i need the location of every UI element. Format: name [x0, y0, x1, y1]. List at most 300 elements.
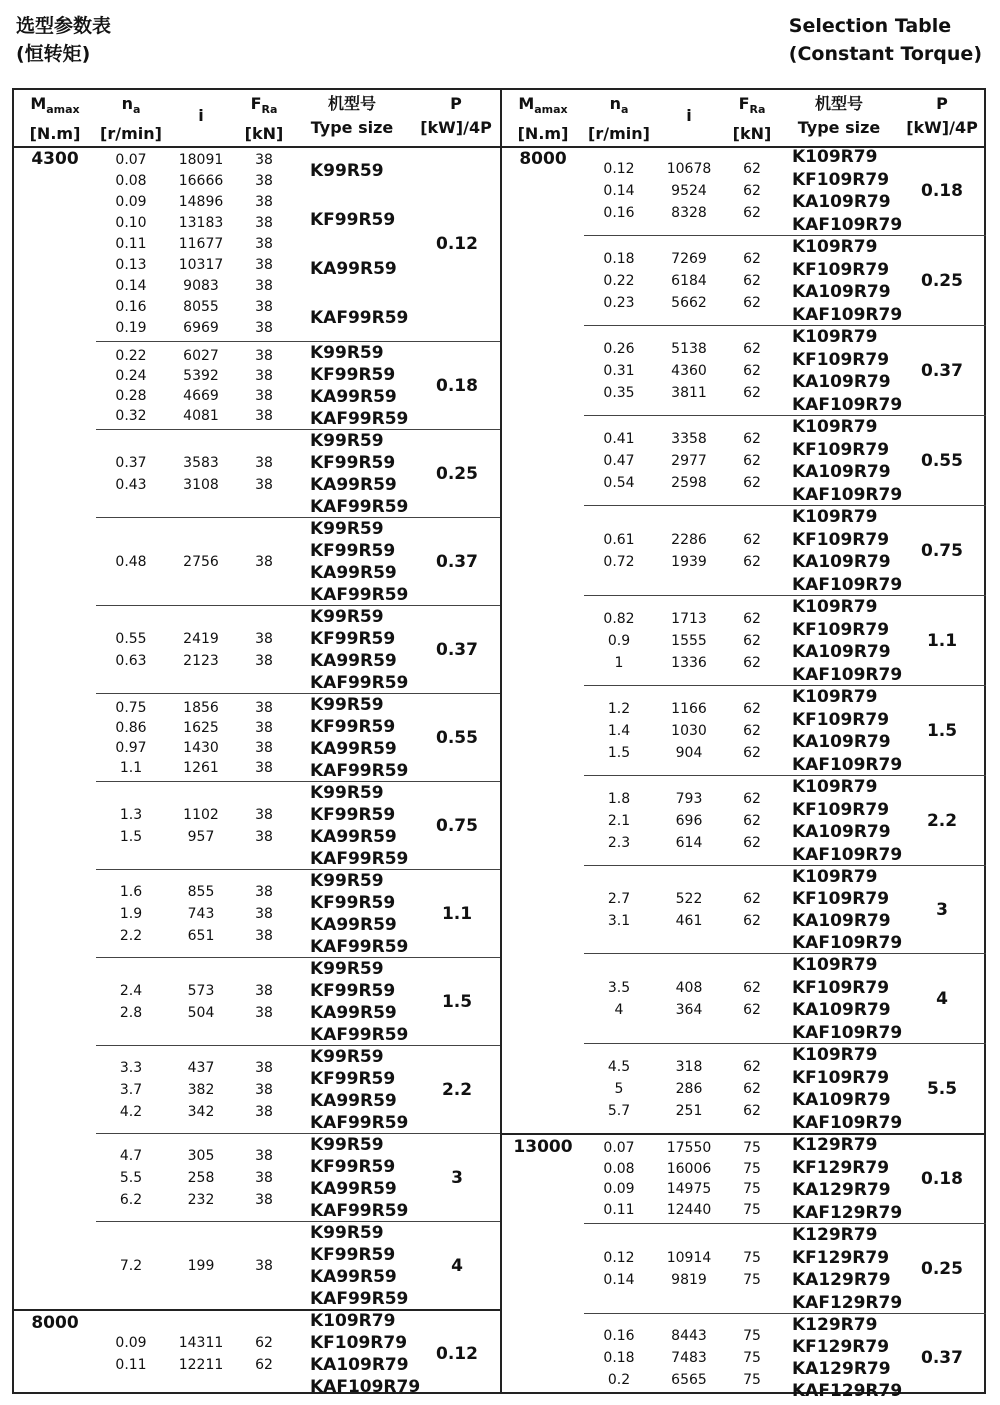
power-value: 4: [936, 989, 948, 1009]
fra-value: 38: [255, 348, 273, 364]
table-group: [14, 1134, 500, 1222]
type-size: K99R59: [310, 871, 384, 891]
na-value: 0.41: [603, 431, 635, 447]
na-value: 0.9: [607, 633, 631, 649]
table-row: [96, 1058, 292, 1078]
table-row: [584, 889, 780, 909]
ratio-value: 12440: [666, 1201, 712, 1218]
fra-value: 75: [743, 1201, 761, 1218]
type-size: K109R79: [792, 417, 878, 438]
table-row: [584, 743, 780, 763]
table-row: [584, 1200, 780, 1220]
col-type-header: [780, 92, 898, 140]
type-size-list: [310, 518, 422, 606]
data-rows: [584, 596, 780, 686]
na-value: 0.37: [115, 455, 147, 471]
type-size: KAF99R59: [310, 409, 409, 429]
table-row: [584, 1270, 780, 1290]
ratio-value: 1261: [183, 760, 219, 776]
fra-value: 38: [255, 408, 273, 424]
na-value: 0.10: [115, 215, 147, 232]
na-value: 0.09: [115, 1335, 147, 1351]
na-value: 5.7: [607, 1103, 631, 1119]
type-size: KAF99R59: [310, 497, 409, 517]
type-size: KA129R79: [792, 1359, 891, 1379]
table-group: [502, 596, 986, 686]
ratio-value: 437: [187, 1060, 215, 1076]
ratio-value: 382: [187, 1082, 215, 1098]
fra-value: 38: [255, 1060, 273, 1076]
na-value: 3.3: [119, 1060, 143, 1076]
ratio-value: 10914: [666, 1250, 712, 1266]
table-group: [14, 958, 500, 1046]
fra-value: 62: [743, 835, 761, 851]
table-row: [584, 721, 780, 741]
data-rows: [584, 326, 780, 416]
col-type-en: Type size: [310, 118, 394, 137]
na-value: 0.48: [115, 554, 147, 570]
ratio-value: 251: [675, 1103, 703, 1119]
na-value: 0.13: [115, 256, 147, 273]
col-fra-unit: [kN]: [732, 124, 772, 144]
type-size: KAF109R79: [792, 304, 903, 325]
col-i-header: i: [198, 106, 204, 125]
selection-table: [12, 88, 986, 1401]
data-rows: [584, 506, 780, 596]
table-group: [502, 1044, 986, 1134]
fra-value: 62: [743, 453, 761, 469]
fra-value: 62: [743, 611, 761, 627]
table-row: [96, 1080, 292, 1100]
ratio-value: 6184: [671, 273, 707, 289]
table-group: [502, 686, 986, 776]
na-value: 2.7: [607, 891, 631, 907]
table-row: [96, 386, 292, 406]
fra-value: 38: [255, 256, 273, 273]
ratio-value: 1856: [183, 700, 219, 716]
mamax-value: 8000: [519, 149, 567, 169]
type-size: KAF99R59: [310, 307, 409, 328]
column-header-row: [502, 90, 986, 148]
table-row: [584, 1138, 780, 1158]
table-group: [14, 518, 500, 606]
fra-value: 62: [743, 385, 761, 401]
table-row: [96, 758, 292, 778]
ratio-value: 2756: [183, 554, 219, 570]
fra-value: 38: [255, 1148, 273, 1164]
fra-value: 75: [743, 1160, 761, 1177]
col-power-unit: [kW]/4P: [420, 118, 492, 137]
table-row: [96, 1168, 292, 1188]
table-row: [584, 429, 780, 449]
na-value: 1.3: [119, 807, 143, 823]
type-size: KA99R59: [310, 827, 397, 847]
fra-value: 38: [255, 277, 273, 294]
fra-value: 62: [743, 295, 761, 311]
col-na-symbol: n: [121, 94, 133, 113]
data-rows: [584, 1044, 780, 1134]
table-row: [584, 530, 780, 550]
table-row: [584, 552, 780, 572]
type-size-list: [310, 870, 422, 958]
table-row: [96, 805, 292, 825]
na-value: 2.8: [119, 1005, 143, 1021]
type-size: KF129R79: [792, 1337, 890, 1357]
col-fra-header: [236, 92, 292, 146]
ratio-value: 4081: [183, 408, 219, 424]
fra-value: 38: [255, 388, 273, 404]
type-size: KA99R59: [310, 563, 397, 583]
fra-value: 38: [255, 807, 273, 823]
type-size: KF109R79: [310, 1333, 408, 1353]
fra-value: 38: [255, 928, 273, 944]
col-mamax-unit: [N.m]: [517, 124, 569, 144]
fra-value: 62: [743, 183, 761, 199]
data-rows: [584, 776, 780, 866]
fra-value: 38: [255, 477, 273, 493]
table-row: [96, 150, 292, 170]
ratio-value: 522: [675, 891, 703, 907]
table-row: [96, 1003, 292, 1023]
fra-value: 38: [255, 319, 273, 336]
table-row: [96, 827, 292, 847]
fra-value: 62: [743, 633, 761, 649]
table-row: [584, 1101, 780, 1121]
fra-value: 62: [743, 913, 761, 929]
type-size: K99R59: [310, 1047, 384, 1067]
type-size: KA109R79: [792, 462, 891, 483]
ratio-value: 9083: [183, 277, 219, 294]
table-group: [502, 506, 986, 596]
na-value: 0.97: [115, 740, 147, 756]
type-size-list: [792, 416, 902, 506]
type-size-list: [310, 1046, 422, 1134]
type-size: KF99R59: [310, 365, 396, 385]
type-size: KA109R79: [792, 911, 891, 931]
ratio-value: 12211: [178, 1357, 224, 1373]
na-value: 0.12: [603, 161, 635, 177]
fra-value: 62: [743, 363, 761, 379]
type-size-list: [792, 596, 902, 686]
na-value: 0.14: [603, 1272, 635, 1288]
na-value: 1.8: [607, 791, 631, 807]
type-size-list: [310, 342, 422, 430]
fra-value: 62: [743, 1103, 761, 1119]
na-value: 0.72: [603, 554, 635, 570]
type-size: K99R59: [310, 783, 384, 803]
col-fra-symbol: F: [738, 94, 750, 113]
type-size: KA99R59: [310, 1091, 397, 1111]
type-size: KF109R79: [792, 259, 890, 280]
ratio-value: 6565: [671, 1372, 707, 1388]
na-value: 0.54: [603, 475, 635, 491]
data-rows: [96, 694, 292, 782]
power-value: 0.25: [436, 464, 478, 484]
table-row: [96, 346, 292, 366]
col-mamax-header: [502, 92, 584, 146]
type-size: KF109R79: [792, 619, 890, 640]
type-size: KAF109R79: [792, 933, 903, 953]
ratio-value: 16006: [666, 1160, 712, 1177]
type-size: KA99R59: [310, 1267, 397, 1287]
ratio-value: 5662: [671, 295, 707, 311]
table-row: [96, 651, 292, 671]
fra-value: 62: [743, 813, 761, 829]
type-size-list: [310, 1310, 422, 1398]
fra-value: 62: [743, 554, 761, 570]
type-size: K109R79: [792, 507, 878, 528]
power-value: 0.55: [921, 451, 963, 471]
type-size: K99R59: [310, 959, 384, 979]
mamax-value: 4300: [31, 149, 79, 169]
col-mamax-header: [14, 92, 96, 146]
na-value: 0.11: [603, 1201, 635, 1218]
ratio-value: 13183: [178, 215, 224, 232]
ratio-value: 1939: [671, 554, 707, 570]
fra-value: 62: [743, 475, 761, 491]
type-size: KF99R59: [310, 209, 396, 230]
type-size: KA99R59: [310, 1179, 397, 1199]
na-value: 7.2: [119, 1258, 143, 1274]
table-row: [584, 249, 780, 269]
na-value: 1.2: [607, 701, 631, 717]
table-row: [96, 213, 292, 233]
type-size: KAF99R59: [310, 1201, 409, 1221]
table-group: [502, 776, 986, 866]
ratio-value: 286: [675, 1081, 703, 1097]
ratio-value: 461: [675, 913, 703, 929]
power-value: 1.5: [926, 721, 958, 741]
type-size-list: [310, 1222, 422, 1310]
table-group: [14, 342, 500, 430]
table-row: [584, 361, 780, 381]
fra-value: 62: [743, 1081, 761, 1097]
na-value: 0.12: [603, 1250, 635, 1266]
type-size: KF109R79: [792, 349, 890, 370]
table-row: [584, 789, 780, 809]
type-size-list: [792, 776, 902, 866]
na-value: 5.5: [119, 1170, 143, 1186]
type-size: KAF99R59: [310, 1289, 409, 1309]
col-na-unit: [r/min]: [100, 124, 162, 144]
data-rows: [584, 146, 780, 236]
col-mamax-symbol: M: [30, 94, 47, 113]
type-size: KF109R79: [792, 529, 890, 550]
col-na-unit: [r/min]: [588, 124, 650, 144]
table-group: [502, 954, 986, 1044]
type-size: KAF109R79: [792, 844, 903, 865]
fra-value: 38: [255, 906, 273, 922]
na-value: 0.61: [603, 532, 635, 548]
type-size: KA129R79: [792, 1180, 891, 1201]
table-row: [96, 1355, 292, 1375]
na-value: 0.19: [115, 319, 147, 336]
col-mamax-symbol: M: [518, 94, 535, 113]
power-value: 1.1: [926, 631, 958, 651]
na-value: 0.08: [115, 173, 147, 190]
col-na-symbol: n: [609, 94, 621, 113]
data-rows: [584, 954, 780, 1044]
table-row: [584, 1248, 780, 1268]
fra-value: 38: [255, 760, 273, 776]
table-row: [584, 1000, 780, 1020]
table-row: [96, 1190, 292, 1210]
na-value: 0.16: [603, 1328, 635, 1344]
fra-value: 62: [255, 1357, 273, 1373]
fra-value: 62: [743, 431, 761, 447]
table-row: [584, 609, 780, 629]
fra-value: 62: [743, 1059, 761, 1075]
ratio-value: 16666: [178, 173, 224, 190]
ratio-value: 232: [187, 1192, 215, 1208]
type-size: KF99R59: [310, 453, 396, 473]
data-rows: [96, 1310, 292, 1398]
type-size: KF99R59: [310, 805, 396, 825]
data-rows: [96, 870, 292, 958]
na-value: 4.2: [119, 1104, 143, 1120]
type-size-list: [792, 506, 902, 596]
table-row: [584, 631, 780, 651]
data-rows: [96, 1222, 292, 1310]
na-value: 0.18: [603, 251, 635, 267]
data-rows: [584, 1224, 780, 1314]
table-row: [96, 475, 292, 495]
col-power-unit: [kW]/4P: [906, 118, 978, 137]
col-mamax-unit: [N.m]: [29, 124, 81, 144]
table-row: [96, 276, 292, 296]
type-size: KA109R79: [792, 372, 891, 393]
ratio-value: 4669: [183, 388, 219, 404]
na-value: 0.2: [607, 1372, 631, 1388]
power-value: 4: [451, 1256, 463, 1276]
type-size: K99R59: [310, 607, 384, 627]
type-size: KA109R79: [310, 1355, 409, 1375]
na-value: 3.7: [119, 1082, 143, 1098]
na-value: 0.26: [603, 341, 635, 357]
data-rows: [96, 518, 292, 606]
type-size-list: [792, 326, 902, 416]
type-size: K109R79: [792, 955, 878, 976]
type-size-list: [792, 146, 902, 236]
table-row: [96, 255, 292, 275]
title-english: [789, 12, 982, 68]
type-size: KAF109R79: [792, 1022, 903, 1043]
na-value: 2.4: [119, 983, 143, 999]
data-rows: [96, 1046, 292, 1134]
type-size-list: [310, 146, 422, 342]
type-size: K99R59: [310, 431, 384, 451]
title-cn-line1: 选型参数表: [16, 15, 112, 37]
type-size: KF99R59: [310, 629, 396, 649]
ratio-value: 342: [187, 1104, 215, 1120]
na-value: 0.14: [115, 277, 147, 294]
col-fra-unit: [kN]: [244, 124, 284, 144]
mamax-value: 13000: [513, 1137, 573, 1157]
fra-value: 38: [255, 236, 273, 252]
power-value: 0.55: [436, 728, 478, 748]
type-size: KA109R79: [792, 642, 891, 663]
table-row: [584, 811, 780, 831]
table-group: [502, 416, 986, 506]
table-group: [502, 866, 986, 954]
type-size: KF109R79: [792, 977, 890, 998]
col-type-cn: 机型号: [814, 94, 863, 113]
type-size: KF109R79: [792, 169, 890, 190]
type-size: K99R59: [310, 695, 384, 715]
table-row: [584, 1057, 780, 1077]
fra-value: 75: [743, 1140, 761, 1157]
na-value: 1: [614, 655, 624, 671]
data-rows: [584, 416, 780, 506]
data-rows: [584, 686, 780, 776]
col-i-header: i: [686, 106, 692, 125]
data-rows: [96, 430, 292, 518]
data-rows: [96, 1134, 292, 1222]
type-size: K109R79: [792, 687, 878, 708]
na-value: 0.09: [115, 194, 147, 211]
col-na-header: [584, 92, 654, 146]
type-size: KAF99R59: [310, 585, 409, 605]
na-value: 0.14: [603, 183, 635, 199]
table-row: [96, 318, 292, 338]
type-size-list: [792, 866, 902, 954]
table-row: [96, 453, 292, 473]
ratio-value: 305: [187, 1148, 215, 1164]
na-value: 0.24: [115, 368, 147, 384]
type-size: KF99R59: [310, 1157, 396, 1177]
fra-value: 38: [255, 152, 273, 169]
fra-value: 38: [255, 368, 273, 384]
table-row: [96, 738, 292, 758]
data-rows: [96, 606, 292, 694]
ratio-value: 696: [675, 813, 703, 829]
title-en-line1: Selection Table: [788, 15, 952, 37]
na-value: 0.11: [115, 236, 147, 252]
ratio-value: 6027: [183, 348, 219, 364]
table-group: [14, 606, 500, 694]
na-value: 0.09: [603, 1181, 635, 1198]
type-size: KA99R59: [310, 1003, 397, 1023]
na-value: 0.08: [603, 1160, 635, 1177]
table-row: [584, 1159, 780, 1179]
fra-value: 38: [255, 884, 273, 900]
fra-value: 38: [255, 1170, 273, 1186]
data-rows: [584, 236, 780, 326]
power-value: 5.5: [926, 1079, 958, 1099]
col-power-label: P: [450, 94, 462, 113]
table-row: [96, 882, 292, 902]
data-rows: [96, 342, 292, 430]
col-power-header: [898, 92, 986, 140]
ratio-value: 364: [675, 1002, 703, 1018]
na-value: 4.7: [119, 1148, 143, 1164]
ratio-value: 7483: [671, 1350, 707, 1366]
data-rows: [584, 1314, 780, 1402]
title-cn-line2: (恒转矩): [16, 43, 91, 65]
na-value: 0.28: [115, 388, 147, 404]
table-group: [14, 1222, 500, 1310]
ratio-value: 651: [187, 928, 215, 944]
type-size: KA99R59: [310, 915, 397, 935]
ratio-value: 318: [675, 1059, 703, 1075]
ratio-value: 18091: [178, 152, 224, 169]
table-row: [584, 339, 780, 359]
na-value: 4.5: [607, 1059, 631, 1075]
table-row: [96, 297, 292, 317]
ratio-value: 8443: [671, 1328, 707, 1344]
fra-value: 38: [255, 215, 273, 232]
ratio-value: 6969: [183, 319, 219, 336]
